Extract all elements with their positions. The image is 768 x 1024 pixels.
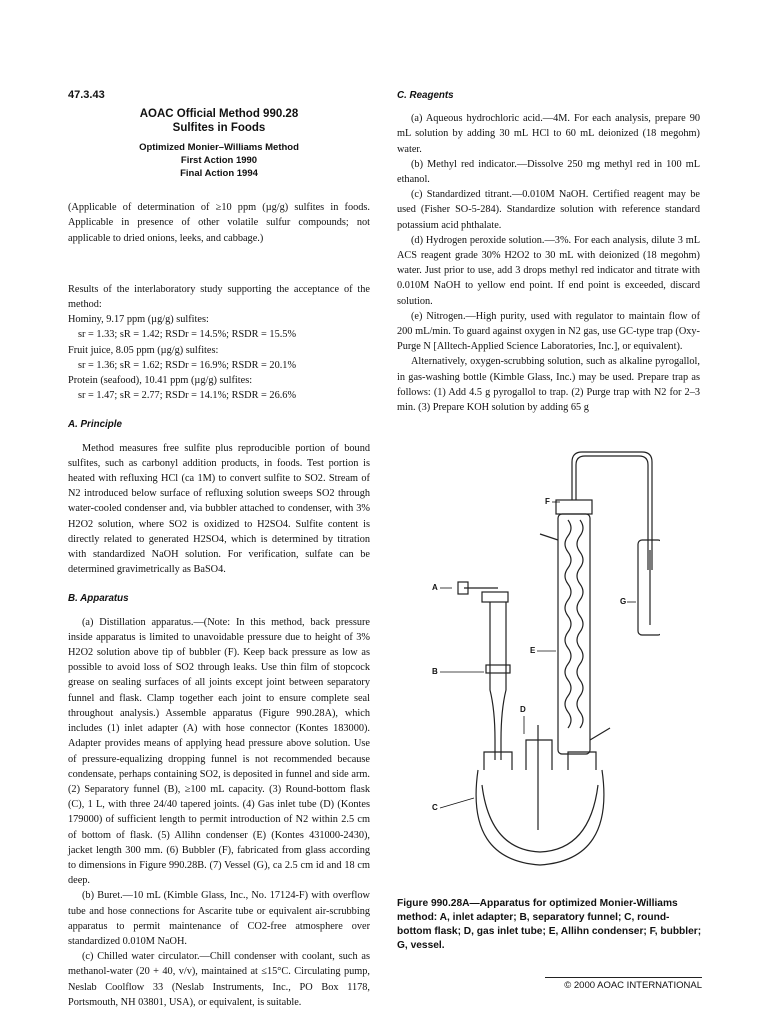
- label-b: B: [432, 667, 438, 676]
- principle-heading: A. Principle: [68, 419, 122, 431]
- reagents-heading: C. Reagents: [397, 90, 454, 101]
- reagent-item-e: (e) Nitrogen.—High purity, used with regulator to maintain flow of 200 mL/min. To guard against oxygen in N2 gas, use GC-type trap (Oxy-Purge N [Alltech-Applied Science Laboratories, Inc.], or equivalent).: [397, 310, 700, 353]
- apparatus-figure: [420, 440, 660, 870]
- figure-caption: Figure 990.28A—Apparatus for optimized Monier-Williams method: A, inlet adapter; B, separatory funnel; C, round-bottom flask; D, gas inlet tube; E, Allihn condenser; F, bubbler; G, vessel.: [397, 898, 702, 951]
- method-title: AOAC Official Method 990.28: [139, 108, 299, 121]
- reagent-item-d: (d) Hydrogen peroxide solution.—3%. For each analysis, dilute 3 mL ACS reagent grade 30% H2O2 to 30 mL with deionized (18 megohm) water. Just prior to use, add 3 drops methyl red indicator and titrate with 0.010M NaOH to yellow end point. If end point is exceeded, discard solution.: [397, 234, 700, 307]
- method-subtitle: Sulfites in Foods: [172, 122, 266, 135]
- study-item-stats: sr = 1.33; sR = 1.42; RSDr = 14.5%; RSDR = 15.5%: [78, 329, 297, 341]
- final-action: Final Action 1994: [180, 168, 258, 180]
- left-column: [68, 88, 370, 1010]
- study-item-stats: sr = 1.47; sR = 2.77; RSDr = 14.1%; RSDR = 26.6%: [78, 390, 297, 402]
- label-g: G: [620, 597, 627, 606]
- right-column: [397, 88, 700, 415]
- footer-rule: [545, 977, 702, 978]
- apparatus-item-c: (c) Chilled water circulator.—Chill condenser with coolant, such as methanol-water (20 + 40, v/v), maintained at ≤15°C. Circulating pump, Neslab Coolflow 33 (Neslab Instruments, Inc., PO Box 1178, Portsmouth, NH 03801, USA), or equivalent, is suitable.: [68, 951, 370, 1008]
- allihn-condenser: [558, 514, 590, 754]
- study-item-label: Protein (seafood), 10.41 ppm (µg/g) sulfites:: [68, 375, 253, 387]
- section-number: 47.3.43: [68, 89, 105, 101]
- study-item-stats: sr = 1.36; sR = 1.62; RSDr = 16.9%; RSDR = 20.1%: [78, 359, 297, 371]
- bubbler-tube: [572, 452, 652, 570]
- study-item: [68, 312, 370, 342]
- study-item: [68, 343, 370, 373]
- study-item: [68, 373, 370, 403]
- study-item-label: Hominy, 9.17 ppm (µg/g) sulfites:: [68, 314, 209, 326]
- study-item-label: Fruit juice, 8.05 ppm (µg/g) sulfites:: [68, 344, 219, 356]
- reagent-item-b: (b) Methyl red indicator.—Dissolve 250 mg methyl red in 100 mL ethanol.: [397, 158, 700, 186]
- reagent-item-a: (a) Aqueous hydrochloric acid.—4M. For each analysis, prepare 90 mL solution by adding 30 mL HCl to 60 mL deionized (18 megohm) water.: [397, 113, 700, 155]
- label-c: C: [432, 803, 438, 812]
- reagent-alternative: Alternatively, oxygen-scrubbing solution, such as alkaline pyrogallol, in gas-washing bottle (Kimble Glass, Inc.) may be used. Prepare trap as follows: (1) Add 4.5 g pyrogallol to trap. (2) Purge trap with N2 for 2–3 min. (3) Prepare KOH solution by adding 65 g: [397, 356, 700, 414]
- copyright-footer: © 2000 AOAC INTERNATIONAL: [564, 980, 702, 991]
- vessel-g: [638, 540, 660, 635]
- label-f: F: [545, 497, 550, 506]
- label-a: A: [432, 583, 438, 592]
- apparatus-item-b: (b) Buret.—10 mL (Kimble Glass, Inc., No. 17124-F) with overflow tube and hose connections for Ascarite tube or equivalent air-scrubbing apparatus to permit maintenance of CO2-free atmosphere over standardized 0.010M NaOH.: [68, 890, 370, 947]
- separatory-funnel: [490, 602, 495, 760]
- first-action: First Action 1990: [180, 155, 258, 167]
- applicability-text: (Applicable of determination of ≥10 ppm (µg/g) sulfites in foods. Applicable in presence of other volatile sulfur compounds; not applicable to dried onions, leeks, and cabbage.): [68, 202, 370, 244]
- reagent-item-c: (c) Standardized titrant.—0.010M NaOH. Certified reagent may be used (Fisher SO-5-284). Standardize solution with reference standard potassium acid phthalate.: [397, 189, 700, 231]
- apparatus-heading: B. Apparatus: [68, 593, 129, 605]
- label-d: D: [520, 705, 526, 714]
- round-bottom-flask: [476, 770, 604, 865]
- label-e: E: [530, 646, 536, 655]
- method-name: Optimized Monier–Williams Method: [139, 142, 299, 154]
- apparatus-item-a: (a) Distillation apparatus.—(Note: In this method, back pressure inside apparatus is limited to unavoidable pressure due to height of 3% H2O2 solution above tip of bubbler (F). Keep back pressure as low as possible to avoid loss of SO2 through leaks. Use thin film of stopcock grease on sealing surfaces of all joints except joint between separatory funnel and flask. Clamp together each joint to ensure complete seal throughout analysis.) Assemble apparatus (Figure 990.28A), which includes (1) inlet adapter (A) with hose connector (Kontes 183000). Adapter provides means of applying head pressure above solution. Use of pressure-equalizing dropping funnel is not recommended because condensate, perhaps containing SO2, is deposited in funnel and side arm. (2) Separatory funnel (B), ≥100 mL capacity. (3) Round-bottom flask (C), 1 L, with three 24/40 tapered joints. (4) Gas inlet tube (D) (Kontes 179000) of sufficient length to permit introduction of N2 within 2.5 cm of bottom of flask. (5) Allihn condenser (E) (Kontes 431000-2430), jacket length 300 mm. (6) Bubbler (F), fabricated from glass according to dimensions in Figure 990.28B. (7) Vessel (G), ca 2.5 cm id and 18 cm deep.: [68, 616, 370, 887]
- condenser-top-joint: [556, 500, 592, 514]
- principle-text: Method measures free sulfite plus reproducible portion of bound sulfites, such as carbonyl addition products, in foods. Test portion is heated with refluxing HCl (ca 1M) to convert sulfite to SO2. Stream of N2 introduced below surface of refluxing solution sweeps SO2 through water-cooled condenser and, via bubbler attached to condenser, with 3% H2O2 solution, where SO2 is oxidized to H2SO4. Sulfite content is directly related to generated H2SO4, which is determined by titration with standardized NaOH solution. For verification, sulfate can be determined gravimetrically as BaSO4.: [68, 442, 370, 576]
- study-intro: Results of the interlaboratory study supporting the acceptance of the method:: [68, 283, 370, 311]
